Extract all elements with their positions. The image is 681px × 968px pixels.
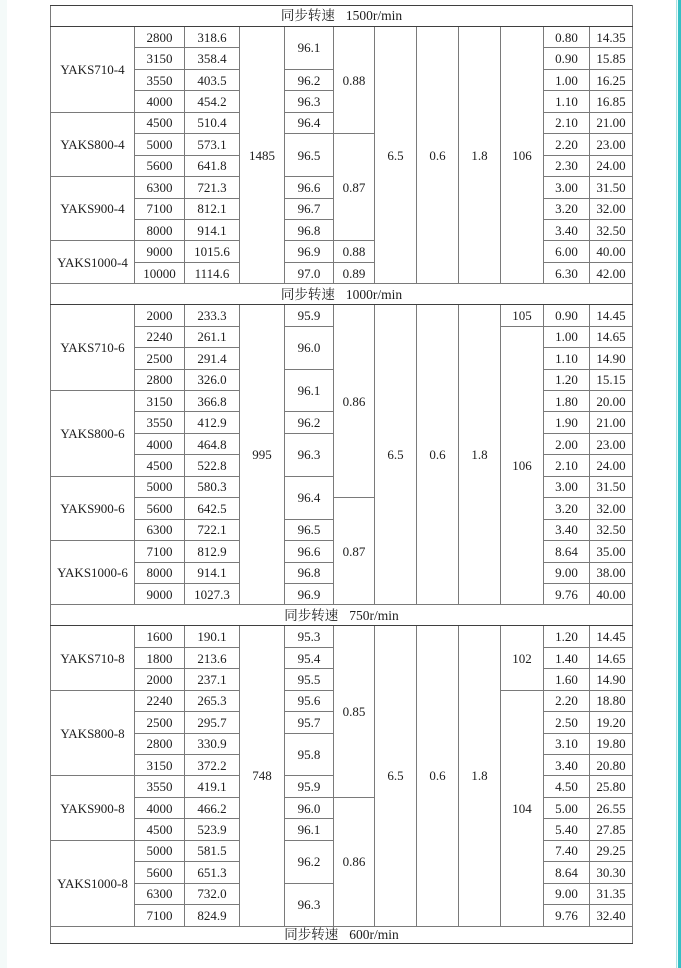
value-cell: 295.7: [185, 712, 240, 733]
tail-cell-1: 1.10: [544, 348, 590, 369]
tail-cell-1: 3.20: [544, 198, 590, 219]
tail-cell-2: 32.50: [590, 219, 633, 240]
value-cell: 213.6: [185, 647, 240, 668]
value-cell: 581.5: [185, 840, 240, 861]
motor-spec-table: [50, 5, 633, 944]
value-cell: 1027.3: [185, 583, 240, 604]
value-cell: 523.9: [185, 819, 240, 840]
value-cell: 812.9: [185, 541, 240, 562]
tail-cell-2: 19.20: [590, 712, 633, 733]
value-cell: 403.5: [185, 69, 240, 90]
section-speed-label: 同步转速: [284, 926, 339, 942]
power-cell: 3550: [135, 412, 185, 433]
power-cell: 9000: [135, 583, 185, 604]
value-cell: 914.1: [185, 562, 240, 583]
efficiency-cell: 96.4: [285, 476, 334, 519]
tail-cell-2: 18.80: [590, 690, 633, 711]
model-cell: YAKS710-4: [51, 27, 135, 113]
efficiency-cell: 96.0: [285, 326, 334, 369]
power-factor-cell: 0.87: [334, 134, 375, 241]
tail-cell-1: 9.76: [544, 905, 590, 926]
power-cell: 4000: [135, 797, 185, 818]
tail-cell-1: 7.40: [544, 840, 590, 861]
tail-cell-2: 31.50: [590, 177, 633, 198]
tail-cell-2: 19.80: [590, 733, 633, 754]
efficiency-cell: 96.2: [285, 69, 334, 90]
efficiency-cell: 97.0: [285, 262, 334, 283]
tail-cell-2: 32.40: [590, 905, 633, 926]
model-cell: YAKS1000-8: [51, 840, 135, 926]
value-cell: 812.1: [185, 198, 240, 219]
value-cell: 914.1: [185, 219, 240, 240]
tail-cell-2: 14.45: [590, 626, 633, 647]
tail-cell-1: 3.00: [544, 476, 590, 497]
ratio-cell-3: 1.8: [459, 305, 501, 605]
tail-cell-2: 27.85: [590, 819, 633, 840]
tail-cell-1: 2.20: [544, 134, 590, 155]
tail-cell-2: 24.00: [590, 155, 633, 176]
model-cell: YAKS1000-4: [51, 241, 135, 284]
value-cell: 464.8: [185, 433, 240, 454]
tail-cell-1: 3.40: [544, 219, 590, 240]
efficiency-cell: 96.1: [285, 27, 334, 70]
efficiency-cell: 96.1: [285, 369, 334, 412]
efficiency-cell: 95.6: [285, 690, 334, 711]
value-cell: 366.8: [185, 391, 240, 412]
efficiency-cell: 96.9: [285, 241, 334, 262]
efficiency-cell: 95.5: [285, 669, 334, 690]
tail-cell-1: 1.40: [544, 647, 590, 668]
tail-cell-1: 5.00: [544, 797, 590, 818]
power-cell: 5600: [135, 862, 185, 883]
spec-table-container: [50, 5, 633, 944]
value-cell: 466.2: [185, 797, 240, 818]
power-cell: 2000: [135, 669, 185, 690]
tail-cell-1: 4.50: [544, 776, 590, 797]
value-cell: 330.9: [185, 733, 240, 754]
section-speed-label: 同步转速: [280, 8, 335, 24]
efficiency-cell: 95.4: [285, 647, 334, 668]
efficiency-cell: 96.5: [285, 134, 334, 177]
efficiency-cell: 96.7: [285, 198, 334, 219]
tail-cell-1: 3.10: [544, 733, 590, 754]
value-cell: 522.8: [185, 455, 240, 476]
power-factor-cell: 0.86: [334, 797, 375, 926]
power-cell: 7100: [135, 541, 185, 562]
value-cell: 641.8: [185, 155, 240, 176]
ratio-cell-3: 1.8: [459, 626, 501, 926]
power-cell: 10000: [135, 262, 185, 283]
model-cell: YAKS1000-6: [51, 541, 135, 605]
value-cell: 372.2: [185, 755, 240, 776]
efficiency-cell: 96.1: [285, 819, 334, 840]
value-cell: 454.2: [185, 91, 240, 112]
efficiency-cell: 96.2: [285, 840, 334, 883]
value-cell: 233.3: [185, 305, 240, 326]
power-cell: 5000: [135, 840, 185, 861]
efficiency-cell: 96.3: [285, 91, 334, 112]
section-header: [51, 605, 633, 626]
tail-cell-1: 1.20: [544, 369, 590, 390]
tail-cell-1: 3.40: [544, 519, 590, 540]
efficiency-cell: 96.6: [285, 177, 334, 198]
tail-cell-1: 0.80: [544, 27, 590, 48]
section-header: [51, 284, 633, 305]
tail-cell-1: 6.30: [544, 262, 590, 283]
power-cell: 5000: [135, 134, 185, 155]
efficiency-cell: 95.8: [285, 733, 334, 776]
value-cell: 358.4: [185, 48, 240, 69]
tail-cell-2: 16.25: [590, 69, 633, 90]
section-speed-value: 750r/min: [349, 607, 399, 623]
ratio-cell-1: 6.5: [375, 305, 417, 605]
power-cell: 6300: [135, 519, 185, 540]
power-cell: 8000: [135, 562, 185, 583]
speed-cell: 748: [240, 626, 285, 926]
power-cell: 8000: [135, 219, 185, 240]
power-cell: 2240: [135, 690, 185, 711]
tail-cell-2: 26.55: [590, 797, 633, 818]
tail-cell-2: 35.00: [590, 541, 633, 562]
value-cell: 412.9: [185, 412, 240, 433]
tail-cell-2: 25.80: [590, 776, 633, 797]
ratio-cell-1: 6.5: [375, 27, 417, 284]
value-cell: 291.4: [185, 348, 240, 369]
tail-cell-2: 14.90: [590, 669, 633, 690]
power-cell: 5000: [135, 476, 185, 497]
tail-cell-2: 23.00: [590, 433, 633, 454]
power-cell: 4500: [135, 819, 185, 840]
efficiency-cell: 96.2: [285, 412, 334, 433]
efficiency-cell: 96.6: [285, 541, 334, 562]
power-cell: 3150: [135, 391, 185, 412]
tail-cell-2: 21.00: [590, 112, 633, 133]
tail-cell-2: 20.80: [590, 755, 633, 776]
section-speed-value: 600r/min: [349, 926, 399, 942]
tail-cell-1: 8.64: [544, 541, 590, 562]
tail-cell-2: 32.00: [590, 498, 633, 519]
tail-cell-1: 2.10: [544, 112, 590, 133]
power-cell: 2000: [135, 305, 185, 326]
efficiency-cell: 96.9: [285, 583, 334, 604]
tail-cell-2: 16.85: [590, 91, 633, 112]
power-cell: 5600: [135, 155, 185, 176]
tail-cell-2: 31.35: [590, 883, 633, 904]
tail-cell-1: 3.40: [544, 755, 590, 776]
value-cell: 510.4: [185, 112, 240, 133]
tail-cell-1: 8.64: [544, 862, 590, 883]
spec-table-body: [51, 6, 633, 944]
model-cell: YAKS800-6: [51, 391, 135, 477]
tail-cell-1: 9.00: [544, 883, 590, 904]
value-cell: 265.3: [185, 690, 240, 711]
noise-cell: 102: [501, 626, 544, 690]
efficiency-cell: 95.9: [285, 305, 334, 326]
power-cell: 5600: [135, 498, 185, 519]
efficiency-cell: 96.8: [285, 562, 334, 583]
power-cell: 2800: [135, 733, 185, 754]
model-cell: YAKS800-4: [51, 112, 135, 176]
tail-cell-2: 15.15: [590, 369, 633, 390]
tail-cell-1: 9.00: [544, 562, 590, 583]
efficiency-cell: 96.3: [285, 883, 334, 926]
power-cell: 7100: [135, 198, 185, 219]
tail-cell-2: 20.00: [590, 391, 633, 412]
efficiency-cell: 96.0: [285, 797, 334, 818]
tail-cell-1: 3.20: [544, 498, 590, 519]
speed-cell: 1485: [240, 27, 285, 284]
power-cell: 1800: [135, 647, 185, 668]
tail-cell-1: 3.00: [544, 177, 590, 198]
power-cell: 3550: [135, 69, 185, 90]
tail-cell-2: 32.50: [590, 519, 633, 540]
section-header: [51, 926, 633, 943]
model-cell: YAKS900-6: [51, 476, 135, 540]
value-cell: 419.1: [185, 776, 240, 797]
efficiency-cell: 95.9: [285, 776, 334, 797]
tail-cell-1: 0.90: [544, 48, 590, 69]
tail-cell-2: 42.00: [590, 262, 633, 283]
tail-cell-2: 40.00: [590, 241, 633, 262]
value-cell: 824.9: [185, 905, 240, 926]
value-cell: 318.6: [185, 27, 240, 48]
ratio-cell-2: 0.6: [417, 305, 459, 605]
power-cell: 4000: [135, 91, 185, 112]
power-cell: 2500: [135, 348, 185, 369]
tail-cell-2: 15.85: [590, 48, 633, 69]
tail-cell-2: 14.90: [590, 348, 633, 369]
efficiency-cell: 95.7: [285, 712, 334, 733]
power-cell: 6300: [135, 177, 185, 198]
power-factor-cell: 0.86: [334, 305, 375, 498]
tail-cell-2: 29.25: [590, 840, 633, 861]
power-cell: 2240: [135, 326, 185, 347]
value-cell: 573.1: [185, 134, 240, 155]
value-cell: 651.3: [185, 862, 240, 883]
section-speed-label: 同步转速: [280, 286, 335, 302]
noise-cell: 106: [501, 27, 544, 284]
power-cell: 2800: [135, 27, 185, 48]
model-cell: YAKS900-4: [51, 177, 135, 241]
power-cell: 7100: [135, 905, 185, 926]
power-cell: 3150: [135, 48, 185, 69]
value-cell: 580.3: [185, 476, 240, 497]
page-edge-accent-line: [675, 0, 681, 968]
tail-cell-2: 23.00: [590, 134, 633, 155]
power-factor-cell: 0.87: [334, 498, 375, 605]
tail-cell-1: 1.00: [544, 69, 590, 90]
ratio-cell-2: 0.6: [417, 626, 459, 926]
model-cell: YAKS900-8: [51, 776, 135, 840]
power-cell: 2800: [135, 369, 185, 390]
power-cell: 3150: [135, 755, 185, 776]
ratio-cell-3: 1.8: [459, 27, 501, 284]
model-cell: YAKS800-8: [51, 690, 135, 776]
power-cell: 4500: [135, 455, 185, 476]
tail-cell-1: 2.00: [544, 433, 590, 454]
power-factor-cell: 0.88: [334, 27, 375, 134]
section-speed-value: 1500r/min: [345, 8, 403, 24]
efficiency-cell: 96.4: [285, 112, 334, 133]
tail-cell-1: 6.00: [544, 241, 590, 262]
model-cell: YAKS710-6: [51, 305, 135, 391]
tail-cell-2: 31.50: [590, 476, 633, 497]
power-cell: 3550: [135, 776, 185, 797]
value-cell: 1114.6: [185, 262, 240, 283]
efficiency-cell: 96.5: [285, 519, 334, 540]
power-cell: 9000: [135, 241, 185, 262]
power-cell: 4000: [135, 433, 185, 454]
noise-cell: 106: [501, 326, 544, 605]
tail-cell-1: 2.30: [544, 155, 590, 176]
tail-cell-1: 1.60: [544, 669, 590, 690]
efficiency-cell: 95.3: [285, 626, 334, 647]
power-cell: 6300: [135, 883, 185, 904]
value-cell: 642.5: [185, 498, 240, 519]
model-cell: YAKS710-8: [51, 626, 135, 690]
tail-cell-2: 14.45: [590, 305, 633, 326]
tail-cell-1: 0.90: [544, 305, 590, 326]
power-factor-cell: 0.88: [334, 241, 375, 262]
tail-cell-2: 32.00: [590, 198, 633, 219]
tail-cell-1: 1.20: [544, 626, 590, 647]
power-cell: 1600: [135, 626, 185, 647]
tail-cell-2: 30.30: [590, 862, 633, 883]
value-cell: 190.1: [185, 626, 240, 647]
value-cell: 732.0: [185, 883, 240, 904]
value-cell: 721.3: [185, 177, 240, 198]
tail-cell-2: 40.00: [590, 583, 633, 604]
page-left-margin: [0, 0, 7, 968]
noise-cell: 105: [501, 305, 544, 326]
tail-cell-1: 2.50: [544, 712, 590, 733]
tail-cell-2: 14.65: [590, 326, 633, 347]
tail-cell-1: 2.10: [544, 455, 590, 476]
tail-cell-1: 1.90: [544, 412, 590, 433]
tail-cell-1: 1.00: [544, 326, 590, 347]
tail-cell-1: 2.20: [544, 690, 590, 711]
power-cell: 4500: [135, 112, 185, 133]
value-cell: 326.0: [185, 369, 240, 390]
tail-cell-1: 1.10: [544, 91, 590, 112]
value-cell: 1015.6: [185, 241, 240, 262]
tail-cell-1: 1.80: [544, 391, 590, 412]
ratio-cell-1: 6.5: [375, 626, 417, 926]
value-cell: 261.1: [185, 326, 240, 347]
efficiency-cell: 96.3: [285, 433, 334, 476]
power-factor-cell: 0.89: [334, 262, 375, 283]
power-cell: 2500: [135, 712, 185, 733]
value-cell: 237.1: [185, 669, 240, 690]
tail-cell-1: 5.40: [544, 819, 590, 840]
value-cell: 722.1: [185, 519, 240, 540]
tail-cell-2: 38.00: [590, 562, 633, 583]
noise-cell: 104: [501, 690, 544, 926]
power-factor-cell: 0.85: [334, 626, 375, 798]
tail-cell-2: 24.00: [590, 455, 633, 476]
tail-cell-2: 14.35: [590, 27, 633, 48]
tail-cell-2: 21.00: [590, 412, 633, 433]
section-speed-label: 同步转速: [284, 607, 339, 623]
tail-cell-1: 9.76: [544, 583, 590, 604]
section-header: [51, 6, 633, 27]
speed-cell: 995: [240, 305, 285, 605]
ratio-cell-2: 0.6: [417, 27, 459, 284]
section-speed-value: 1000r/min: [345, 286, 403, 302]
tail-cell-2: 14.65: [590, 647, 633, 668]
efficiency-cell: 96.8: [285, 219, 334, 240]
